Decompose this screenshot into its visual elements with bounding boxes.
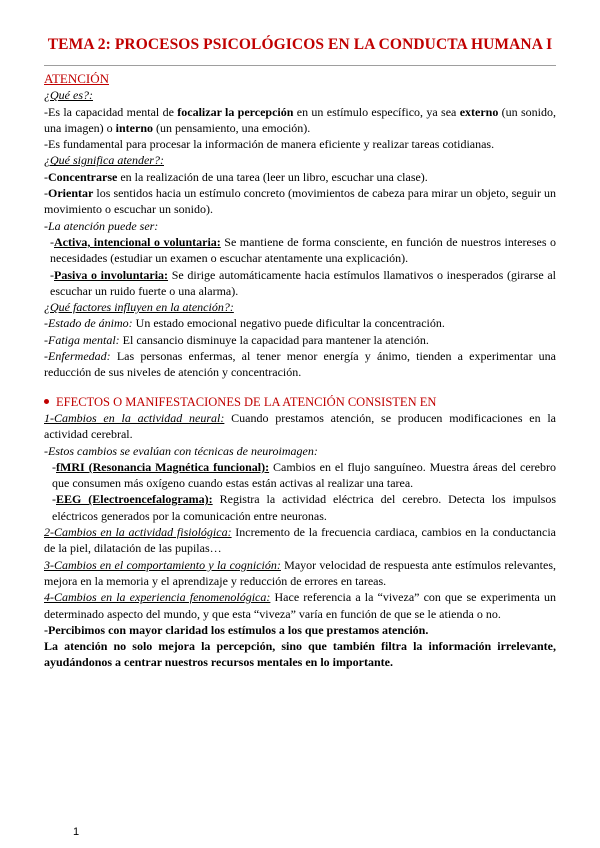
paragraph-comportamiento: 3-Cambios en el comportamiento y la cognición: Mayor velocidad de respuesta ante estímulos relevantes, mejora en la memoria y el aprendizaje y reducción de errores en tareas. [44,557,556,588]
subheading-neuroimagen: -Estos cambios se evalúan con técnicas de neuroimagen: [44,443,318,458]
paragraph-fisiologica: 2-Cambios en la actividad fisiológica: Incremento de la frecuencia cardiaca, cambios en la conductancia de la piel, dilatación de las pupilas… [44,525,556,556]
bullet-icon [44,399,49,404]
paragraph-activa: -Activa, intencional o voluntaria: Se mantiene de forma consciente, en función de nuestros intereses o necesidades (estudiar un examen o escuchar atentamente una explicación). [50,234,556,266]
paragraph-fmri: -fMRI (Resonancia Magnética funcional): Cambios en el flujo sanguíneo. Muestra áreas del cerebro que consumen más oxígeno cuando estas están activas al realizar una tarea. [52,459,556,491]
section-heading-efectos: EFECTOS O MANIFESTACIONES DE LA ATENCIÓN CONSISTEN EN [44,394,556,410]
question-factores: ¿Qué factores influyen en la atención?: [44,300,234,315]
question-atender: ¿Qué significa atender?: [44,153,164,168]
paragraph-enfermedad: -Enfermedad: Las personas enfermas, al tener menor energía y ánimo, tienden a experimentar una reducción de sus niveles de atención y concentración. [44,349,556,380]
paragraph-definition: -Es la capacidad mental de focalizar la percepción en un estímulo específico, ya sea externo (un sonido, una imagen) o interno (un pensamiento, una emoción). [44,104,556,135]
paragraph-percibimos: -Percibimos con mayor claridad los estímulos a los que prestamos atención. [44,622,429,637]
title-divider [44,65,556,66]
paragraph-estado-animo: -Estado de ánimo: Un estado emocional negativo puede dificultar la concentración. [44,316,445,331]
paragraph-orientar: -Orientar los sentidos hacia un estímulo concreto (movimientos de cabeza para mirar un objeto, seguir un movimiento o escuchar un sonido). [44,186,556,217]
paragraph-fenomenologica: 4-Cambios en la experiencia fenomenológica: Hace referencia a la “viveza” con que se experimenta un determinado aspecto del mundo, y que esta “viveza” varía en función de que se le atienda o no. [44,590,556,621]
paragraph-neural: 1-Cambios en la actividad neural: Cuando prestamos atención, se producen modificaciones en la actividad cerebral. [44,410,557,442]
page-number: 1 [73,826,80,838]
page-title: TEMA 2: PROCESOS PSICOLÓGICOS EN LA CONDUCTA HUMANA I [47,36,553,53]
paragraph-fatiga: -Fatiga mental: El cansancio disminuye la capacidad para mantener la atención. [44,332,429,347]
paragraph-eeg: -EEG (Electroencefalograma): Registra la actividad eléctrica del cerebro. Detecta los impulsos eléctricos generados por la comunicación entre neuronas. [52,492,556,523]
question-que-es: ¿Qué es?: [44,88,93,103]
subheading-types: -La atención puede ser: [44,218,159,233]
paragraph-concentrarse: -Concentrarse en la realización de una tarea (leer un libro, escuchar una clase). [44,169,428,184]
document-body [44,71,556,671]
section-heading-atencion: ATENCIÓN [44,71,109,86]
paragraph-importance: -Es fundamental para procesar la información de manera eficiente y realizar tareas cotidianas. [44,137,495,152]
paragraph-conclusion: La atención no solo mejora la percepción, sino que también filtra la información irrelevante, ayudándonos a centrar nuestros recursos mentales en lo importante. [44,639,556,670]
paragraph-pasiva: -Pasiva o involuntaria: Se dirige automáticamente hacia estímulos llamativos o inesperados (girarse al escuchar un ruido fuerte o una alarma). [50,267,556,298]
